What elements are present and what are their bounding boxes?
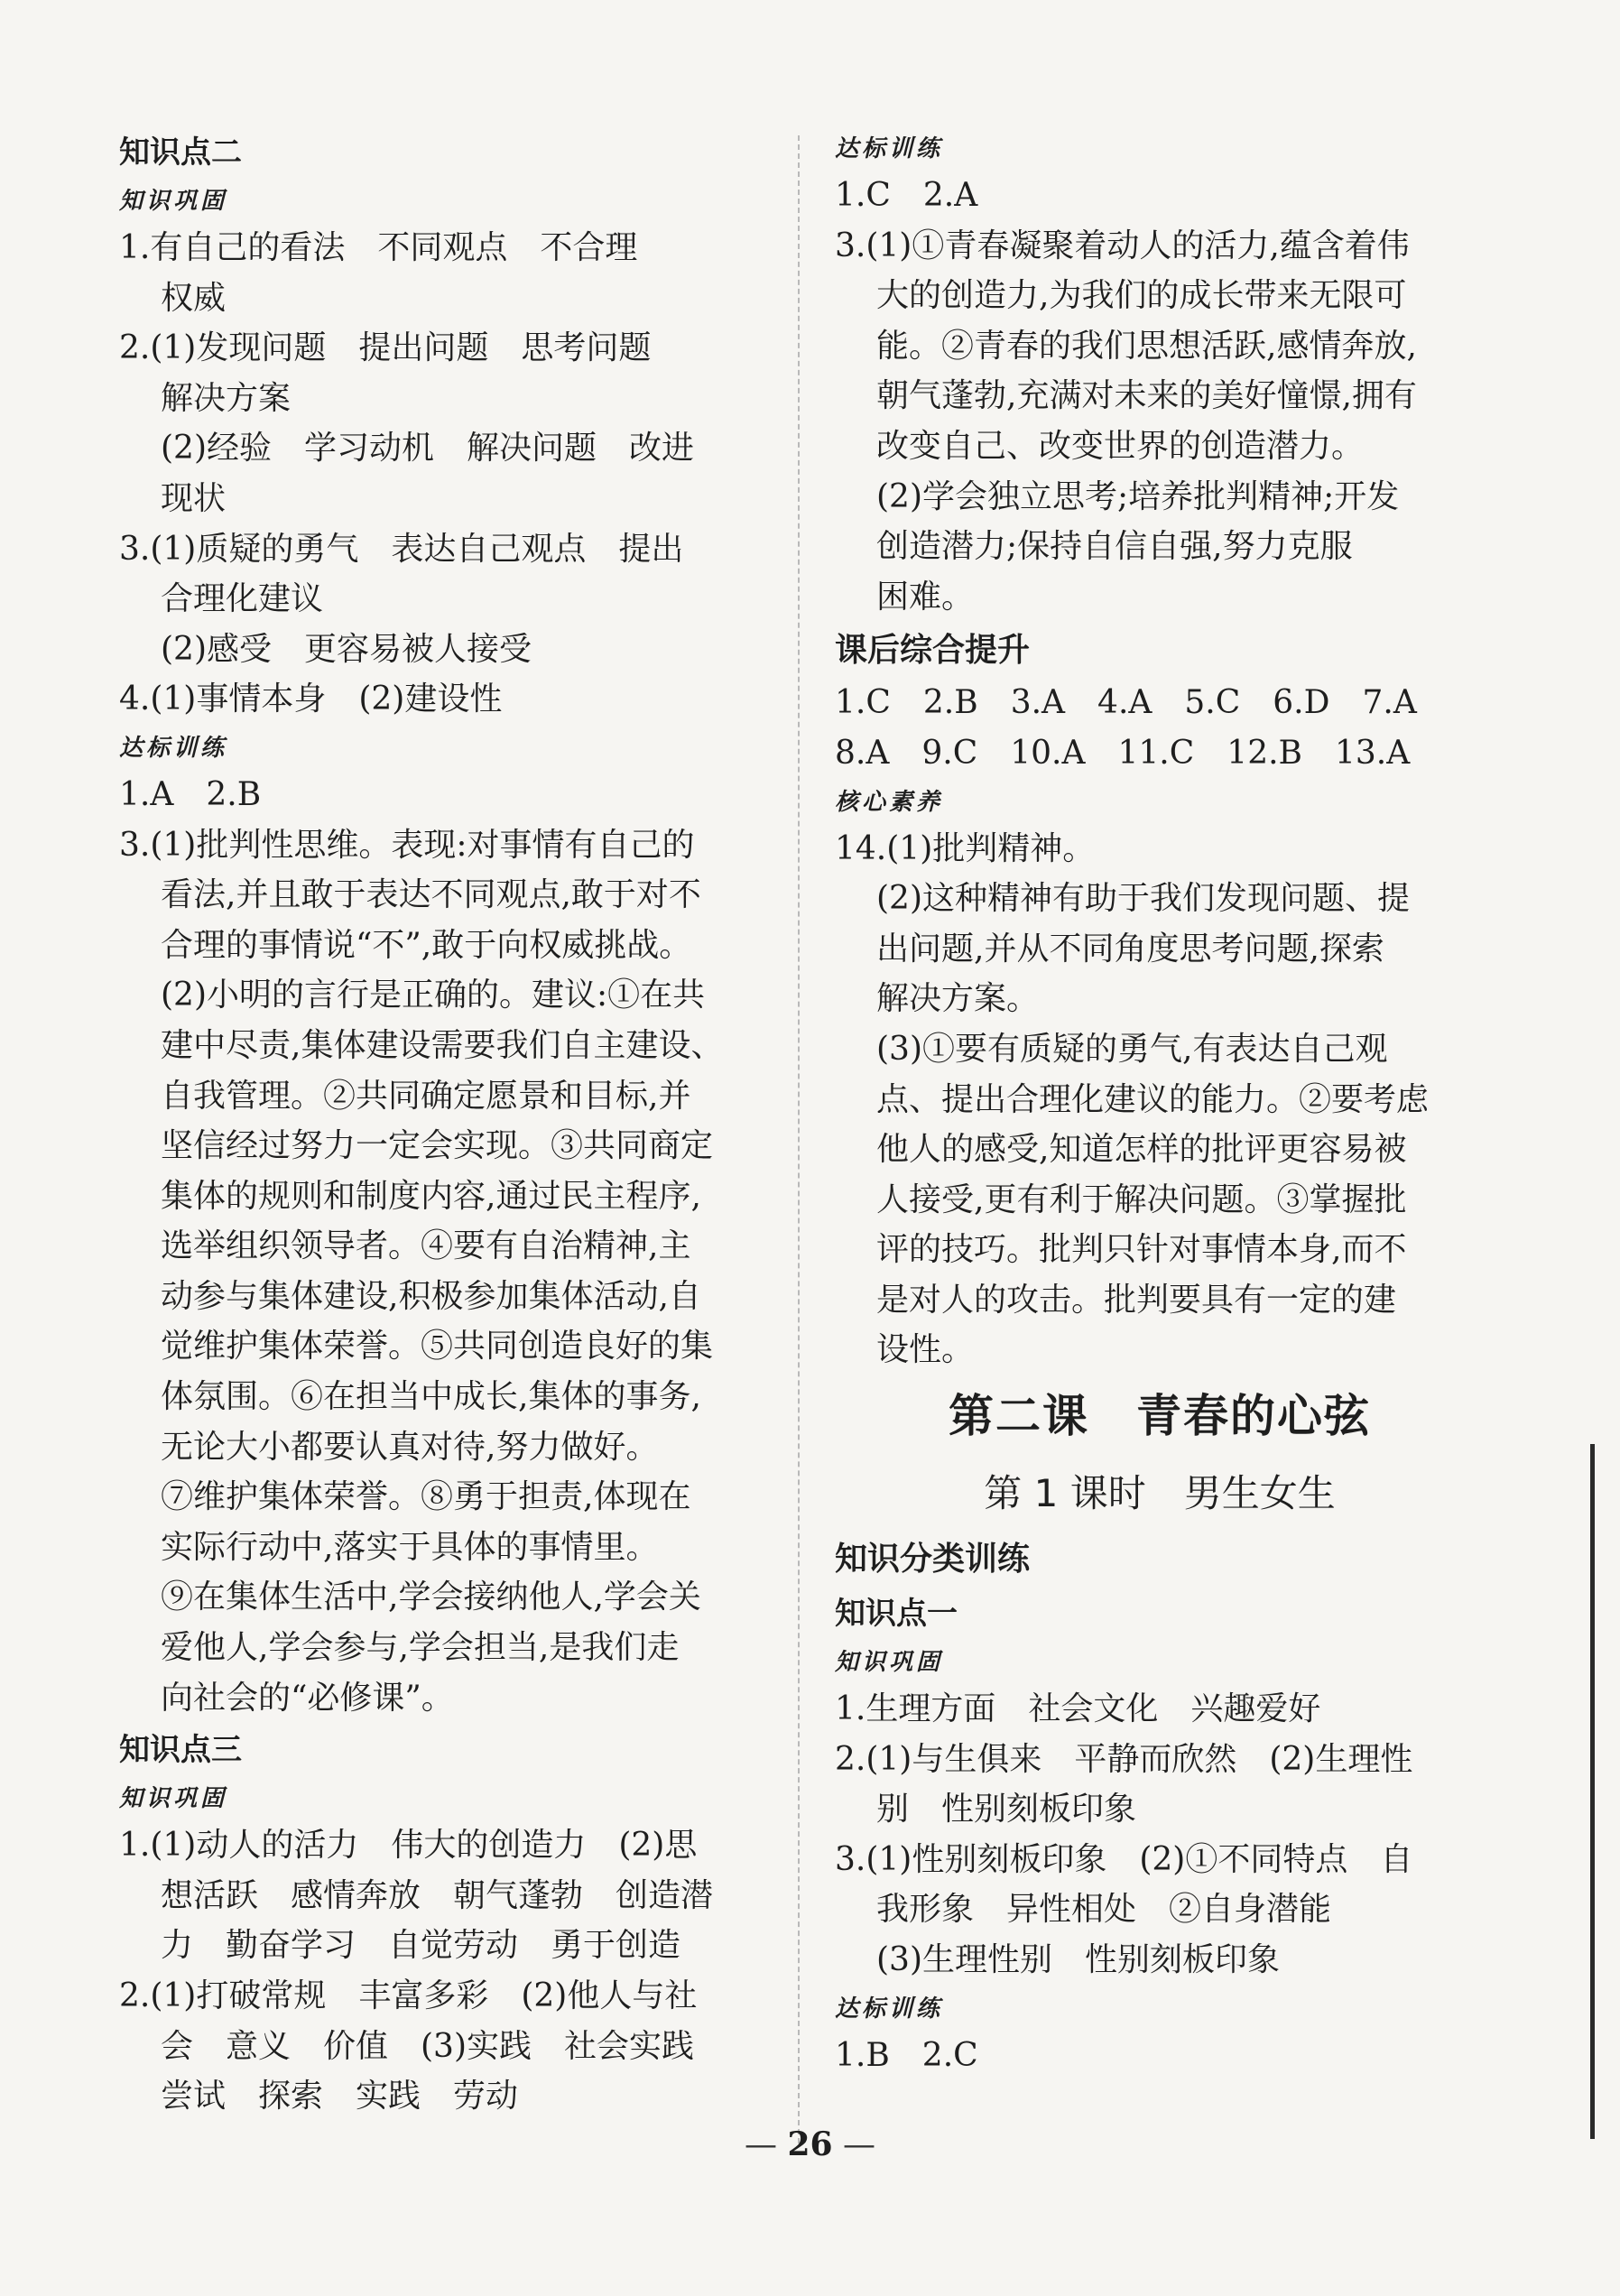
answer-line-continued: 朝气蓬勃,充满对未来的美好憧憬,拥有	[876, 377, 1417, 415]
answer-line-continued: 创造潜力;保持自信自强,努力克服	[876, 528, 1353, 566]
answer-line-continued: 设性。	[876, 1331, 975, 1369]
answer-line-continued: (3)生理性别 性别刻板印象	[876, 1941, 1280, 1979]
answer-line-continued: 解决方案	[161, 379, 292, 417]
answer-line-continued: 能。②青春的我们思想活跃,感情奔放,	[876, 327, 1417, 365]
answer-line: 14.(1)批判精神。	[835, 829, 1096, 867]
answer-line-continued: 爱他人,学会参与,学会担当,是我们走	[161, 1629, 680, 1667]
answer-line-continued: 是对人的攻击。批判要具有一定的建	[876, 1281, 1397, 1319]
answer-line-continued: 建中尽责,集体建设需要我们自主建设、	[161, 1026, 724, 1064]
answer-line-continued: 体氛围。⑥在担当中成长,集体的事务,	[161, 1378, 701, 1416]
answer-line-continued: 想活跃 感情奔放 朝气蓬勃 创造潜	[161, 1876, 714, 1914]
answer-line-continued: 无论大小都要认真对待,努力做好。	[161, 1428, 659, 1466]
section-heading: 知识分类训练	[835, 1541, 1031, 1578]
subsection-label: 知识巩固	[119, 188, 228, 215]
answer-line-continued: 别 性别刻板印象	[876, 1791, 1137, 1828]
answer-line: 3.(1)①青春凝聚着动人的活力,蕴含着伟	[835, 227, 1410, 264]
answer-line-continued: 坚信经过努力一定会实现。③共同商定	[161, 1127, 714, 1165]
answer-line-continued: 现状	[161, 479, 227, 517]
answer-line-continued: 合理化建议	[161, 580, 324, 618]
knowledge-point-heading: 知识点二	[119, 134, 242, 171]
right-column	[835, 126, 1485, 2081]
answer-line: 3.(1)质疑的勇气 表达自己观点 提出	[119, 530, 684, 568]
answer-line: 1.(1)动人的活力 伟大的创造力 (2)思	[119, 1827, 698, 1865]
answer-line: 1.C 2.B 3.A 4.A 5.C 6.D 7.A	[835, 684, 1417, 722]
answer-line-continued: 向社会的“必修课”。	[161, 1679, 454, 1717]
answer-line: 1.B 2.C	[835, 2036, 978, 2074]
subsection-label: 知识巩固	[835, 1649, 944, 1677]
answer-line-continued: 评的技巧。批判只针对事情本身,而不	[876, 1231, 1407, 1269]
answer-line: 3.(1)批判性思维。表现:对事情有自己的	[119, 826, 695, 864]
answer-line: 8.A 9.C 10.A 11.C 12.B 13.A	[835, 734, 1411, 772]
subsection-label: 知识巩固	[119, 1785, 228, 1813]
answer-line: 4.(1)事情本身 (2)建设性	[119, 680, 503, 718]
answer-line: 1.生理方面 社会文化 兴趣爱好	[835, 1690, 1321, 1728]
lesson-subtitle: 第 1 课时 男生女生	[984, 1471, 1336, 1516]
answer-line-continued: 自我管理。②共同确定愿景和目标,并	[161, 1077, 691, 1115]
answer-line-continued: (3)①要有质疑的勇气,有表达自己观	[876, 1030, 1388, 1068]
answer-line-continued: (2)感受 更容易被人接受	[161, 630, 532, 668]
answer-line-continued: ⑦维护集体荣誉。⑧勇于担责,体现在	[161, 1478, 691, 1516]
answer-line-continued: 大的创造力,为我们的成长带来无限可	[876, 277, 1407, 315]
subsection-label: 达标训练	[119, 734, 228, 762]
answer-line-continued: 我形象 异性相处 ②自身潜能	[876, 1891, 1332, 1929]
answer-line-continued: (2)经验 学习动机 解决问题 改进	[161, 430, 694, 468]
answer-line-continued: 解决方案。	[876, 980, 1040, 1018]
answer-line-continued: 权威	[161, 279, 227, 317]
answer-line-continued: (2)这种精神有助于我们发现问题、提	[876, 880, 1410, 918]
answer-line-continued: 合理的事情说“不”,敢于向权威挑战。	[161, 926, 692, 964]
subsection-label: 核心素养	[835, 788, 944, 816]
answer-line: 1.A 2.B	[119, 775, 262, 813]
page-number-footer: — 26 —	[744, 2125, 875, 2163]
answer-line-continued: 集体的规则和制度内容,通过民主程序,	[161, 1177, 701, 1215]
answer-line-continued: 力 勤奋学习 自觉劳动 勇于创造	[161, 1927, 681, 1965]
left-column	[119, 126, 769, 2123]
subsection-label: 达标训练	[835, 135, 944, 162]
answer-line-continued: 点、提出合理化建议的能力。②要考虑	[876, 1080, 1430, 1118]
knowledge-point-heading: 知识点三	[119, 1732, 242, 1769]
answer-line-continued: 改变自己、改变世界的创造潜力。	[876, 427, 1365, 465]
page-edge-mark	[1590, 1444, 1595, 2139]
answer-line-continued: (2)小明的言行是正确的。建议:①在共	[161, 977, 706, 1014]
answer-line-continued: 他人的感受,知道怎样的批评更容易被	[876, 1131, 1407, 1169]
answer-line: 1.C 2.A	[835, 177, 978, 214]
answer-line: 2.(1)打破常规 丰富多彩 (2)他人与社	[119, 1977, 698, 2014]
answer-line-continued: 选举组织领导者。④要有自治精神,主	[161, 1227, 691, 1265]
knowledge-point-heading: 知识点一	[835, 1596, 958, 1633]
answer-line-continued: 看法,并且敢于表达不同观点,敢于对不	[161, 876, 701, 914]
lesson-title: 第二课 青春的心弦	[949, 1390, 1371, 1443]
answer-line-continued: 困难。	[876, 578, 975, 616]
subsection-label: 达标训练	[835, 1995, 944, 2023]
answer-line: 2.(1)与生俱来 平静而欣然 (2)生理性	[835, 1740, 1413, 1778]
page-number: 26	[787, 2125, 833, 2163]
answer-line-continued: 会 意义 价值 (3)实践 社会实践	[161, 2027, 694, 2065]
answer-line: 3.(1)性别刻板印象 (2)①不同特点 自	[835, 1840, 1413, 1878]
answer-line-continued: 人接受,更有利于解决问题。③掌握批	[876, 1180, 1407, 1218]
answer-line-continued: 动参与集体建设,积极参加集体活动,自	[161, 1277, 701, 1315]
answer-line-continued: 实际行动中,落实于具体的事情里。	[161, 1528, 659, 1566]
answer-line-continued: 觉维护集体荣誉。⑤共同创造良好的集	[161, 1328, 714, 1366]
column-divider	[798, 135, 800, 2143]
answer-line-continued: (2)学会独立思考;培养批判精神;开发	[876, 477, 1400, 515]
answer-line: 2.(1)发现问题 提出问题 思考问题	[119, 329, 652, 367]
answer-line: 1.有自己的看法 不同观点 不合理	[119, 229, 638, 266]
section-heading: 课后综合提升	[835, 632, 1031, 670]
answer-line-continued: 出问题,并从不同角度思考问题,探索	[876, 930, 1384, 967]
answer-line-continued: 尝试 探索 实践 劳动	[161, 2078, 519, 2115]
answer-line-continued: ⑨在集体生活中,学会接纳他人,学会关	[161, 1578, 701, 1616]
